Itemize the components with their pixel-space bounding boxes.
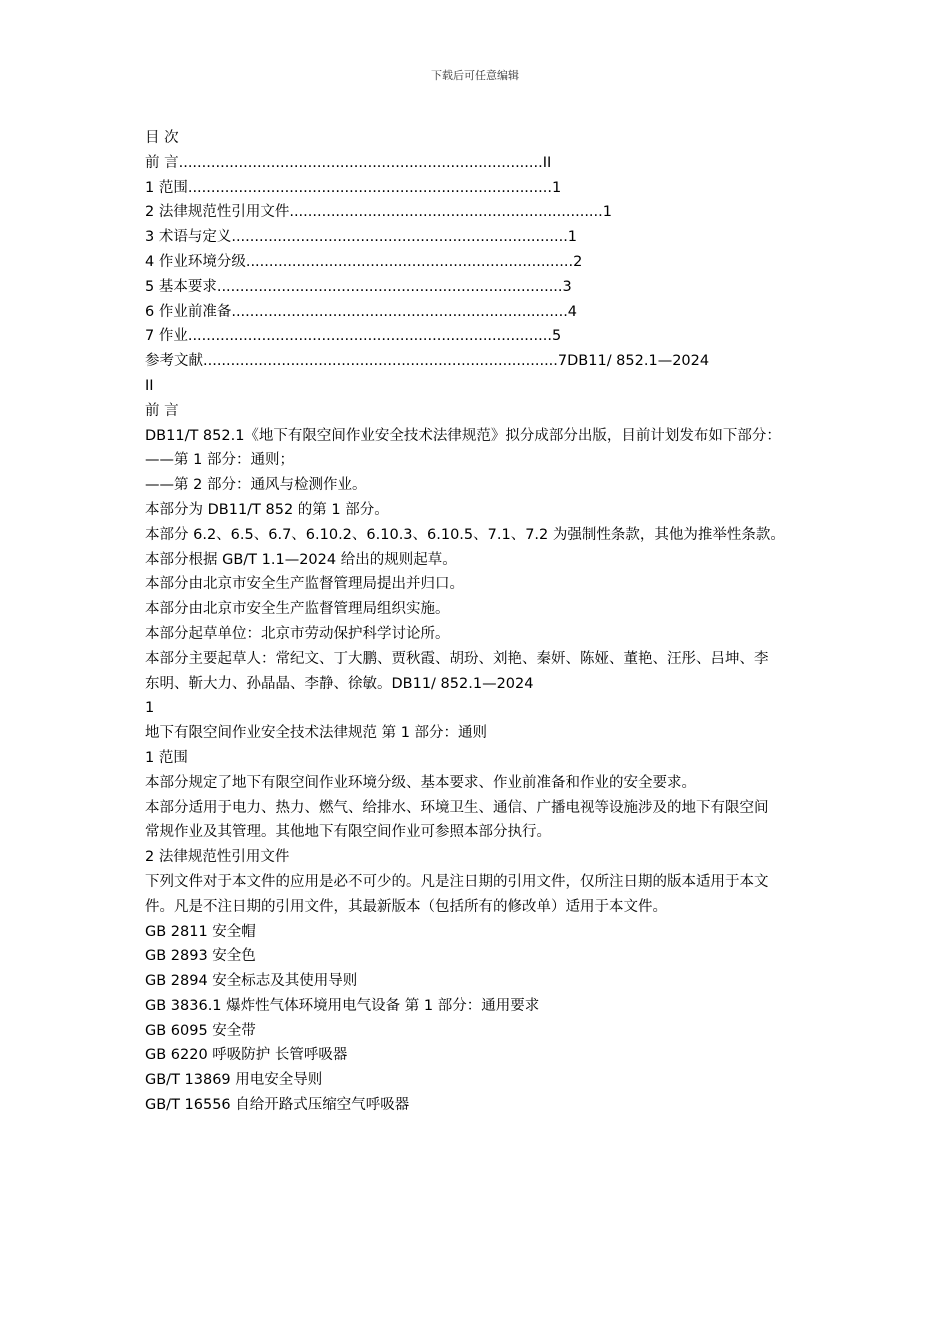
toc-entry-operation: 7 作业...............................................................................5 bbox=[145, 328, 562, 345]
paragraph: 件。凡是不注日期的引用文件，其最新版本（包括所有的修改单）适用于本文件。 bbox=[145, 898, 667, 915]
toc-entry-basic-requirements: 5 基本要求...........................................................................3 bbox=[145, 278, 572, 295]
paragraph: 下列文件对于本文件的应用是必不可少的。凡是注日期的引用文件，仅所注日期的版本适用于本文 bbox=[145, 873, 769, 890]
reference-item: GB 2811 安全帽 bbox=[145, 923, 256, 940]
reference-item: GB/T 13869 用电安全导则 bbox=[145, 1072, 323, 1089]
reference-item: GB 6095 安全带 bbox=[145, 1022, 256, 1039]
paragraph: 东明、靳大力、孙晶晶、李静、徐敏。DB11/ 852.1—2024 bbox=[145, 675, 534, 692]
reference-item: GB 3836.1 爆炸性气体环境用电气设备 第 1 部分：通用要求 bbox=[145, 997, 540, 1014]
paragraph: 本部分根据 GB/T 1.1—2024 给出的规则起草。 bbox=[145, 551, 457, 568]
toc-entry-terms: 3 术语与定义.........................................................................1 bbox=[145, 229, 578, 246]
paragraph: 本部分主要起草人：常纪文、丁大鹏、贾秋霞、胡玢、刘艳、秦妍、陈娅、董艳、汪彤、吕坤、李 bbox=[145, 650, 769, 667]
section-heading: 1 范围 bbox=[145, 749, 188, 766]
header-note: 下载后可任意编辑 bbox=[431, 69, 519, 82]
reference-item: GB 2893 安全色 bbox=[145, 948, 256, 965]
paragraph: 本部分规定了地下有限空间作业环境分级、基本要求、作业前准备和作业的安全要求。 bbox=[145, 774, 696, 791]
reference-item: GB 6220 呼吸防护 长管呼吸器 bbox=[145, 1047, 348, 1064]
foreword-heading: 前 言 bbox=[145, 402, 179, 419]
paragraph: 本部分适用于电力、热力、燃气、给排水、环境卫生、通信、广播电视等设施涉及的地下有限空间 bbox=[145, 799, 769, 816]
document-body bbox=[145, 126, 825, 1118]
paragraph: DB11/T 852.1《地下有限空间作业安全技术法律规范》拟分成部分出版，目前计划发布如下部分： bbox=[145, 427, 781, 444]
toc-entry-scope: 1 范围...............................................................................1 bbox=[145, 179, 562, 196]
section-heading: 2 法律规范性引用文件 bbox=[145, 849, 290, 866]
paragraph: 本部分为 DB11/T 852 的第 1 部分。 bbox=[145, 501, 389, 518]
toc-entry-bibliography: 参考文献.............................................................................7DB11/ 852.1—2024 bbox=[145, 353, 710, 370]
paragraph: 常规作业及其管理。其他地下有限空间作业可参照本部分执行。 bbox=[145, 824, 551, 841]
page-number: 1 bbox=[145, 700, 155, 717]
paragraph: 本部分由北京市安全生产监督管理局组织实施。 bbox=[145, 601, 450, 618]
document-title: 地下有限空间作业安全技术法律规范 第 1 部分：通则 bbox=[145, 725, 488, 742]
paragraph: 本部分由北京市安全生产监督管理局提出并归口。 bbox=[145, 576, 464, 593]
toc-entry-classification: 4 作业环境分级.......................................................................2 bbox=[145, 253, 583, 270]
paragraph: 本部分起草单位：北京市劳动保护科学讨论所。 bbox=[145, 625, 450, 642]
list-item: ——第 2 部分：通风与检测作业。 bbox=[145, 477, 367, 494]
list-item: ——第 1 部分：通则； bbox=[145, 452, 294, 469]
reference-item: GB/T 16556 自给开路式压缩空气呼吸器 bbox=[145, 1097, 410, 1114]
toc-title: 目 次 bbox=[145, 130, 179, 146]
toc-entry-foreword: 前 言...............................................................................II bbox=[145, 154, 552, 171]
toc-entry-references: 2 法律规范性引用文件....................................................................1 bbox=[145, 204, 612, 221]
paragraph: 本部分 6.2、6.5、6.7、6.10.2、6.10.3、6.10.5、7.1、7.2 为强制性条款，其他为推举性条款。 bbox=[145, 526, 785, 543]
page-number: II bbox=[145, 377, 154, 394]
toc-entry-preparation: 6 作业前准备.........................................................................4 bbox=[145, 303, 578, 320]
reference-item: GB 2894 安全标志及其使用导则 bbox=[145, 973, 358, 990]
